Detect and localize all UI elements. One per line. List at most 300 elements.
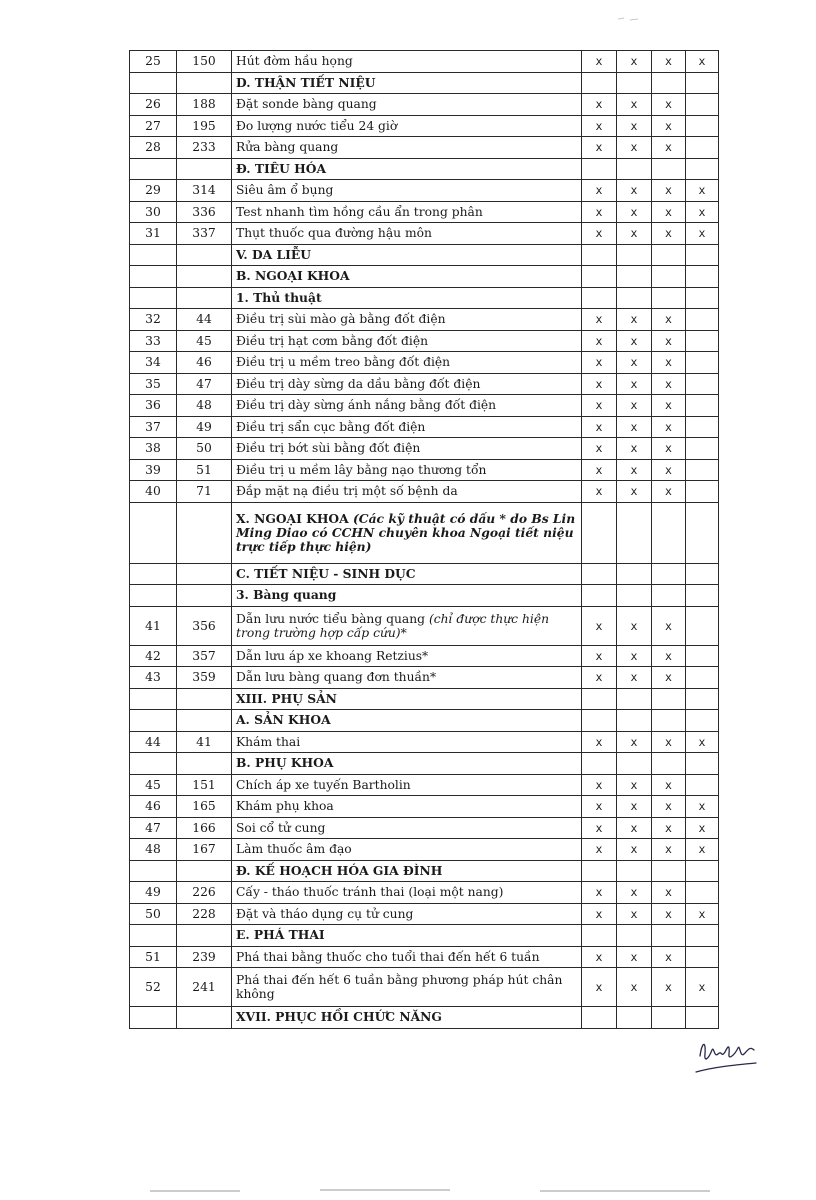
- procedure-note: (chỉ được thực hiện trong trường hợp cấp cứu): [236, 611, 550, 640]
- procedure-name: Hút đờm hầu họng: [236, 54, 353, 69]
- level-mark-cell: x: [617, 817, 652, 839]
- procedure-code-cell: 44: [177, 309, 232, 331]
- procedure-code-cell: [177, 710, 232, 732]
- row-number-cell: 48: [130, 839, 177, 861]
- procedure-name-cell: [232, 502, 582, 563]
- row-number-cell: [130, 688, 177, 710]
- procedure-name: Test nhanh tìm hồng cầu ẩn trong phân: [236, 204, 483, 219]
- level-mark-cell: [617, 266, 652, 288]
- level-mark-cell: [652, 287, 686, 309]
- procedure-name-cell: [232, 817, 582, 839]
- procedure-name-cell: [232, 352, 582, 374]
- level-mark-cell: x: [582, 51, 617, 73]
- level-mark-cell: [686, 158, 719, 180]
- level-mark-cell: [582, 266, 617, 288]
- procedure-code-cell: 48: [177, 395, 232, 417]
- level-mark-cell: [686, 645, 719, 667]
- level-mark-cell: [686, 416, 719, 438]
- table-row: [130, 882, 719, 904]
- level-mark-cell: x: [582, 309, 617, 331]
- level-mark-cell: [652, 1007, 686, 1029]
- procedure-code-cell: [177, 860, 232, 882]
- table-row: [130, 606, 719, 645]
- procedure-name: Đặt và tháo dụng cụ tử cung: [236, 906, 414, 921]
- procedure-code-cell: 166: [177, 817, 232, 839]
- procedure-code-cell: [177, 688, 232, 710]
- row-number-cell: 27: [130, 115, 177, 137]
- procedure-code-cell: 49: [177, 416, 232, 438]
- procedure-name-cell: [232, 115, 582, 137]
- level-mark-cell: [582, 563, 617, 585]
- level-mark-cell: [686, 667, 719, 689]
- procedure-code-cell: [177, 158, 232, 180]
- level-mark-cell: x: [617, 223, 652, 245]
- level-mark-cell: [686, 330, 719, 352]
- level-mark-cell: [686, 882, 719, 904]
- level-mark-cell: [686, 94, 719, 116]
- procedure-name-cell: [232, 94, 582, 116]
- procedure-code-cell: 359: [177, 667, 232, 689]
- procedure-name: 1. Thủ thuật: [236, 289, 322, 305]
- procedure-name-cell: [232, 903, 582, 925]
- level-mark-cell: x: [617, 416, 652, 438]
- procedure-code-cell: 357: [177, 645, 232, 667]
- level-mark-cell: x: [617, 373, 652, 395]
- procedure-name-cell: [232, 606, 582, 645]
- level-mark-cell: x: [582, 882, 617, 904]
- level-mark-cell: [686, 287, 719, 309]
- procedure-note: (Các kỹ thuật có dấu * do Bs Lin Ming Diao có CCHN chuyên khoa Ngoại tiết niệu trực tiếp thực hiện): [236, 510, 576, 554]
- procedure-name-cell: [232, 481, 582, 503]
- table-row: [130, 946, 719, 968]
- row-number-cell: [130, 266, 177, 288]
- row-number-cell: 52: [130, 968, 177, 1007]
- level-mark-cell: x: [582, 606, 617, 645]
- level-mark-cell: [686, 606, 719, 645]
- level-mark-cell: [617, 753, 652, 775]
- row-number-cell: [130, 585, 177, 607]
- level-mark-cell: x: [617, 645, 652, 667]
- table-row: [130, 925, 719, 947]
- procedure-code-cell: 45: [177, 330, 232, 352]
- level-mark-cell: [582, 158, 617, 180]
- procedure-name: Dẫn lưu áp xe khoang Retzius*: [236, 648, 429, 663]
- table-row: [130, 158, 719, 180]
- level-mark-cell: [617, 585, 652, 607]
- level-mark-cell: x: [617, 968, 652, 1007]
- level-mark-cell: [582, 753, 617, 775]
- level-mark-cell: x: [582, 731, 617, 753]
- procedure-name: Điều trị dày sừng da dầu bằng đốt điện: [236, 376, 481, 391]
- level-mark-cell: x: [582, 817, 617, 839]
- level-mark-cell: [582, 244, 617, 266]
- procedure-name-cell: [232, 158, 582, 180]
- table-row: [130, 51, 719, 73]
- level-mark-cell: x: [617, 731, 652, 753]
- procedure-code-cell: 41: [177, 731, 232, 753]
- level-mark-cell: x: [652, 201, 686, 223]
- level-mark-cell: [686, 585, 719, 607]
- level-mark-cell: x: [686, 796, 719, 818]
- level-mark-cell: x: [617, 137, 652, 159]
- level-mark-cell: [652, 158, 686, 180]
- level-mark-cell: x: [617, 667, 652, 689]
- procedure-name: Điều trị u mềm lây bằng nạo thương tổn: [236, 462, 487, 477]
- level-mark-cell: x: [582, 115, 617, 137]
- row-number-cell: 40: [130, 481, 177, 503]
- scan-speck-decoration: [616, 16, 644, 22]
- row-number-cell: 46: [130, 796, 177, 818]
- procedure-code-cell: 51: [177, 459, 232, 481]
- procedure-name-cell: [232, 416, 582, 438]
- procedure-name: Soi cổ tử cung: [236, 820, 326, 835]
- procedure-name-cell: [232, 563, 582, 585]
- procedure-name-cell: [232, 223, 582, 245]
- level-mark-cell: [652, 502, 686, 563]
- level-mark-cell: x: [652, 459, 686, 481]
- procedure-name-cell: [232, 287, 582, 309]
- level-mark-cell: x: [617, 51, 652, 73]
- level-mark-cell: x: [582, 968, 617, 1007]
- row-number-cell: [130, 563, 177, 585]
- table-row: [130, 688, 719, 710]
- row-number-cell: [130, 710, 177, 732]
- level-mark-cell: x: [652, 481, 686, 503]
- level-mark-cell: x: [652, 180, 686, 202]
- table-row: [130, 266, 719, 288]
- procedure-name-cell: [232, 860, 582, 882]
- procedure-name: B. PHỤ KHOA: [236, 755, 334, 771]
- level-mark-cell: [686, 688, 719, 710]
- procedure-code-cell: 241: [177, 968, 232, 1007]
- level-mark-cell: x: [617, 882, 652, 904]
- procedure-name: Chích áp xe tuyến Bartholin: [236, 777, 411, 792]
- level-mark-cell: [617, 688, 652, 710]
- page-bottom-edge-lines: [150, 1187, 710, 1195]
- level-mark-cell: x: [652, 882, 686, 904]
- procedure-name: A. SẢN KHOA: [236, 712, 331, 728]
- row-number-cell: 25: [130, 51, 177, 73]
- procedure-name: Khám phụ khoa: [236, 799, 334, 814]
- table-row: [130, 352, 719, 374]
- level-mark-cell: [617, 710, 652, 732]
- procedure-name: B. NGOẠI KHOA: [236, 268, 350, 284]
- table-row: [130, 373, 719, 395]
- procedure-code-cell: 239: [177, 946, 232, 968]
- procedure-name: Điều trị sùi mào gà bằng đốt điện: [236, 312, 446, 327]
- level-mark-cell: x: [652, 438, 686, 460]
- procedure-name: Đ. TIÊU HÓA: [236, 160, 327, 176]
- level-mark-cell: x: [617, 309, 652, 331]
- level-mark-cell: [582, 502, 617, 563]
- row-number-cell: 42: [130, 645, 177, 667]
- level-mark-cell: x: [617, 201, 652, 223]
- procedure-name: Đ. KẾ HOẠCH HÓA GIA ĐÌNH: [236, 862, 443, 878]
- level-mark-cell: [617, 72, 652, 94]
- level-mark-cell: x: [686, 968, 719, 1007]
- table-row: [130, 710, 719, 732]
- level-mark-cell: [582, 287, 617, 309]
- level-mark-cell: [686, 563, 719, 585]
- level-mark-cell: x: [652, 373, 686, 395]
- level-mark-cell: [582, 710, 617, 732]
- level-mark-cell: [686, 925, 719, 947]
- procedure-name: Điều trị sẩn cục bằng đốt điện: [236, 419, 426, 434]
- level-mark-cell: x: [652, 395, 686, 417]
- table-row: [130, 115, 719, 137]
- procedure-name: Phá thai bằng thuốc cho tuổi thai đến hết 6 tuần: [236, 949, 540, 964]
- procedure-name-cell: [232, 309, 582, 331]
- procedure-code-cell: [177, 585, 232, 607]
- table-row: [130, 667, 719, 689]
- table-row: [130, 309, 719, 331]
- level-mark-cell: x: [652, 352, 686, 374]
- level-mark-cell: [652, 925, 686, 947]
- level-mark-cell: x: [652, 115, 686, 137]
- row-number-cell: 32: [130, 309, 177, 331]
- level-mark-cell: x: [652, 968, 686, 1007]
- level-mark-cell: [652, 753, 686, 775]
- level-mark-cell: x: [652, 817, 686, 839]
- level-mark-cell: x: [686, 223, 719, 245]
- row-number-cell: [130, 287, 177, 309]
- level-mark-cell: [686, 266, 719, 288]
- level-mark-cell: x: [652, 796, 686, 818]
- row-number-cell: [130, 925, 177, 947]
- level-mark-cell: [617, 158, 652, 180]
- procedure-code-cell: 71: [177, 481, 232, 503]
- procedure-name: 3. Bàng quang: [236, 587, 337, 603]
- procedure-name-cell: [232, 1007, 582, 1029]
- row-number-cell: [130, 1007, 177, 1029]
- procedure-name: Làm thuốc âm đạo: [236, 842, 352, 857]
- procedure-code-cell: 50: [177, 438, 232, 460]
- row-number-cell: 28: [130, 137, 177, 159]
- level-mark-cell: x: [582, 94, 617, 116]
- level-mark-cell: x: [652, 137, 686, 159]
- table-row: [130, 395, 719, 417]
- level-mark-cell: [652, 266, 686, 288]
- level-mark-cell: x: [686, 51, 719, 73]
- procedure-name-cell: [232, 72, 582, 94]
- procedure-code-cell: 150: [177, 51, 232, 73]
- procedure-code-cell: [177, 287, 232, 309]
- table-row: [130, 585, 719, 607]
- level-mark-cell: x: [582, 180, 617, 202]
- procedure-code-cell: [177, 72, 232, 94]
- level-mark-cell: x: [617, 459, 652, 481]
- table-row: [130, 817, 719, 839]
- procedure-name-cell: [232, 266, 582, 288]
- level-mark-cell: x: [686, 817, 719, 839]
- procedure-name: C. TIẾT NIỆU - SINH DỤC: [236, 565, 416, 581]
- level-mark-cell: [686, 309, 719, 331]
- level-mark-cell: x: [582, 774, 617, 796]
- level-mark-cell: x: [582, 946, 617, 968]
- procedure-name: Cấy - tháo thuốc tránh thai (loại một nang): [236, 885, 504, 900]
- level-mark-cell: x: [617, 115, 652, 137]
- row-number-cell: 47: [130, 817, 177, 839]
- level-mark-cell: x: [582, 395, 617, 417]
- level-mark-cell: [686, 710, 719, 732]
- level-mark-cell: [582, 585, 617, 607]
- procedure-name-cell: [232, 137, 582, 159]
- level-mark-cell: x: [582, 839, 617, 861]
- row-number-cell: 31: [130, 223, 177, 245]
- level-mark-cell: [686, 502, 719, 563]
- table-row: [130, 563, 719, 585]
- procedure-code-cell: 356: [177, 606, 232, 645]
- level-mark-cell: [686, 72, 719, 94]
- level-mark-cell: x: [686, 839, 719, 861]
- procedure-name-cell: [232, 925, 582, 947]
- row-number-cell: [130, 158, 177, 180]
- level-mark-cell: [582, 860, 617, 882]
- row-number-cell: 36: [130, 395, 177, 417]
- level-mark-cell: x: [582, 796, 617, 818]
- level-mark-cell: x: [686, 201, 719, 223]
- procedure-name-cell: [232, 330, 582, 352]
- level-mark-cell: x: [582, 481, 617, 503]
- procedure-name-cell: [232, 51, 582, 73]
- table-row: [130, 903, 719, 925]
- level-mark-cell: x: [652, 606, 686, 645]
- procedure-name: V. DA LIỄU: [236, 246, 311, 262]
- row-number-cell: 43: [130, 667, 177, 689]
- procedure-name-cell: [232, 968, 582, 1007]
- procedure-name-cell: [232, 373, 582, 395]
- procedure-code-cell: 151: [177, 774, 232, 796]
- level-mark-cell: x: [652, 774, 686, 796]
- procedure-code-cell: [177, 925, 232, 947]
- procedure-name: Phá thai đến hết 6 tuần bằng phương pháp hút chân không: [236, 973, 563, 1001]
- row-number-cell: [130, 244, 177, 266]
- procedure-code-cell: [177, 563, 232, 585]
- procedure-name-cell: [232, 753, 582, 775]
- level-mark-cell: x: [582, 223, 617, 245]
- level-mark-cell: x: [652, 731, 686, 753]
- procedure-code-cell: 195: [177, 115, 232, 137]
- row-number-cell: 34: [130, 352, 177, 374]
- row-number-cell: 44: [130, 731, 177, 753]
- procedure-code-cell: 337: [177, 223, 232, 245]
- table-row: [130, 416, 719, 438]
- procedure-name-cell: [232, 585, 582, 607]
- table-row: [130, 459, 719, 481]
- table-row: [130, 731, 719, 753]
- procedure-code-cell: 228: [177, 903, 232, 925]
- table-row: [130, 330, 719, 352]
- table-row: [130, 502, 719, 563]
- procedure-name: Đo lượng nước tiểu 24 giờ: [236, 118, 398, 133]
- procedure-name-cell: [232, 731, 582, 753]
- row-number-cell: 45: [130, 774, 177, 796]
- level-mark-cell: [617, 502, 652, 563]
- level-mark-cell: x: [652, 416, 686, 438]
- procedure-name: Dẫn lưu bàng quang đơn thuần*: [236, 670, 437, 685]
- level-mark-cell: [686, 115, 719, 137]
- table-row: [130, 774, 719, 796]
- level-mark-cell: [582, 72, 617, 94]
- level-mark-cell: [686, 774, 719, 796]
- procedure-name-cell: [232, 667, 582, 689]
- level-mark-cell: x: [617, 774, 652, 796]
- row-number-cell: 35: [130, 373, 177, 395]
- level-mark-cell: x: [617, 180, 652, 202]
- table-row: [130, 839, 719, 861]
- level-mark-cell: [582, 1007, 617, 1029]
- procedure-name: XVII. PHỤC HỒI CHỨC NĂNG: [236, 1009, 442, 1025]
- level-mark-cell: x: [582, 667, 617, 689]
- procedure-name-cell: [232, 645, 582, 667]
- procedure-name: Dẫn lưu nước tiểu bàng quang: [236, 611, 426, 626]
- level-mark-cell: [617, 287, 652, 309]
- level-mark-cell: [652, 563, 686, 585]
- level-mark-cell: x: [582, 137, 617, 159]
- level-mark-cell: x: [617, 94, 652, 116]
- procedure-code-cell: 188: [177, 94, 232, 116]
- level-mark-cell: x: [652, 645, 686, 667]
- level-mark-cell: x: [617, 481, 652, 503]
- level-mark-cell: x: [686, 731, 719, 753]
- row-number-cell: [130, 502, 177, 563]
- procedure-name: Khám thai: [236, 734, 301, 749]
- row-number-cell: 51: [130, 946, 177, 968]
- level-mark-cell: [652, 860, 686, 882]
- level-mark-cell: [686, 481, 719, 503]
- level-mark-cell: x: [617, 796, 652, 818]
- table-row: [130, 481, 719, 503]
- level-mark-cell: [686, 860, 719, 882]
- table-row: [130, 201, 719, 223]
- level-mark-cell: [652, 688, 686, 710]
- table-row: [130, 645, 719, 667]
- procedure-code-cell: 314: [177, 180, 232, 202]
- procedure-table: [129, 50, 719, 1029]
- table-row: [130, 244, 719, 266]
- level-mark-cell: x: [652, 946, 686, 968]
- row-number-cell: 30: [130, 201, 177, 223]
- table-row: [130, 860, 719, 882]
- procedure-name: Điều trị bớt sùi bằng đốt điện: [236, 441, 421, 456]
- procedure-code-cell: [177, 1007, 232, 1029]
- row-number-cell: 26: [130, 94, 177, 116]
- level-mark-cell: x: [617, 903, 652, 925]
- level-mark-cell: [652, 72, 686, 94]
- procedure-name-cell: [232, 438, 582, 460]
- table-row: [130, 968, 719, 1007]
- level-mark-cell: [686, 1007, 719, 1029]
- level-mark-cell: x: [582, 330, 617, 352]
- procedure-name-cell: [232, 882, 582, 904]
- level-mark-cell: [686, 244, 719, 266]
- level-mark-cell: x: [582, 903, 617, 925]
- level-mark-cell: x: [686, 903, 719, 925]
- level-mark-cell: x: [582, 201, 617, 223]
- level-mark-cell: [686, 395, 719, 417]
- level-mark-cell: [617, 563, 652, 585]
- row-number-cell: 33: [130, 330, 177, 352]
- procedure-suffix: *: [400, 625, 407, 640]
- level-mark-cell: x: [652, 223, 686, 245]
- procedure-code-cell: 226: [177, 882, 232, 904]
- level-mark-cell: x: [617, 395, 652, 417]
- procedure-name-cell: [232, 180, 582, 202]
- level-mark-cell: [686, 352, 719, 374]
- procedure-code-cell: 167: [177, 839, 232, 861]
- procedure-name: Điều trị dày sừng ánh nắng bằng đốt điện: [236, 398, 497, 413]
- level-mark-cell: [582, 688, 617, 710]
